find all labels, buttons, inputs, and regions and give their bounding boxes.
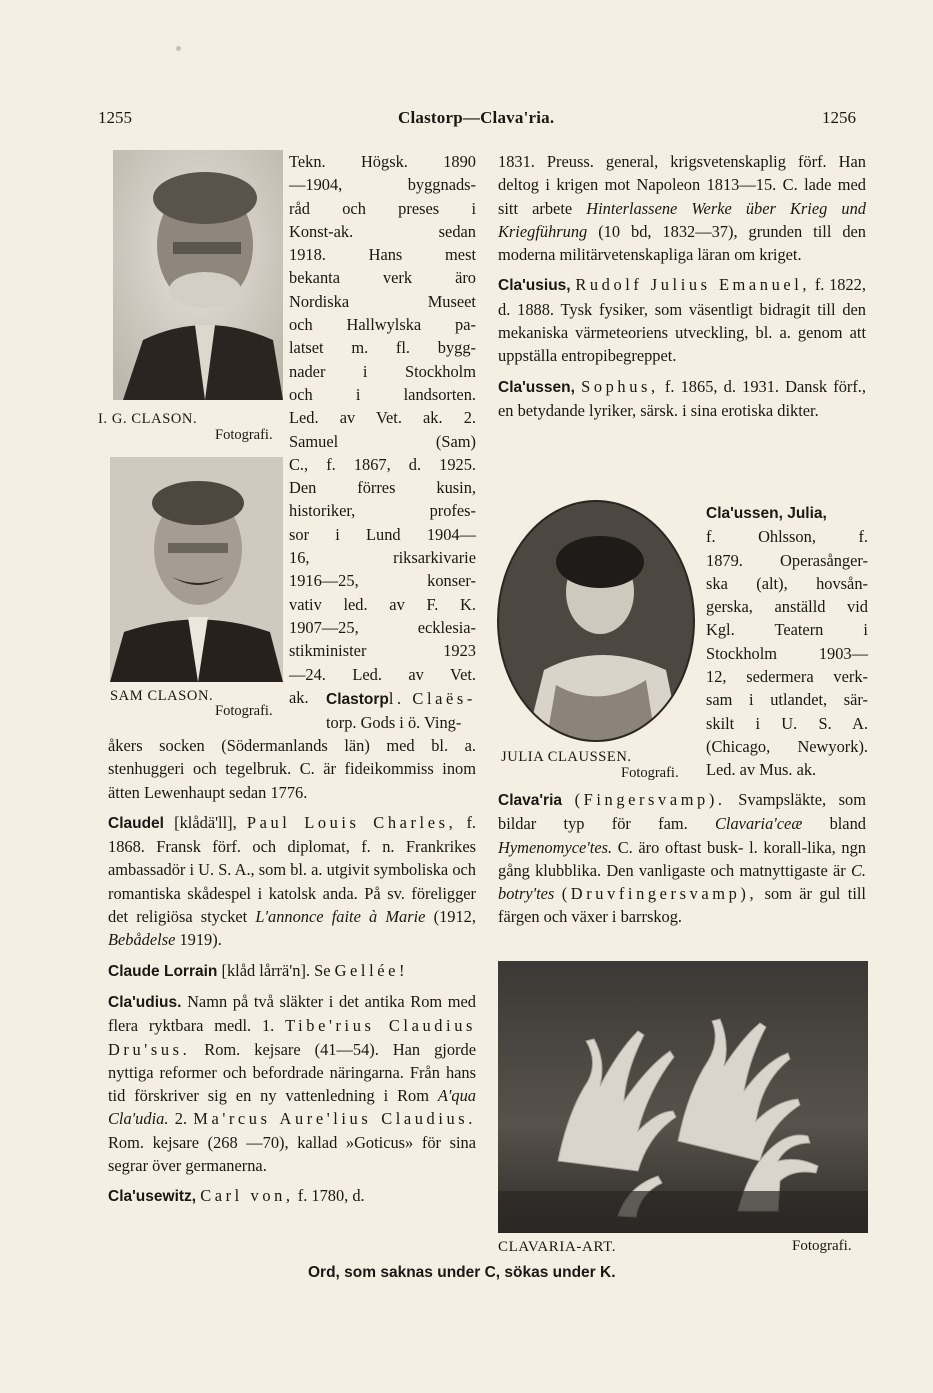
sophus-name: Sophus,	[581, 376, 659, 396]
entry-claude-lorrain	[108, 959, 476, 983]
claudel-text: f. 1868. Fransk förf. och diplomat, f. n. Frankrikes ambassadör i U. S. A., som bl. a. utgivit symboliska och romantiska skådespel i katolsk anda. På sv. föreligger det religiösa stycket	[108, 812, 476, 927]
clavaria-text1: Svampsläkte, som bildar typ för fam.	[498, 790, 866, 834]
text-line: —24. Led. av Vet.	[289, 664, 476, 684]
claudius-aqua: A'qua Cla'udia.	[108, 1086, 476, 1129]
page-number-left: 1255	[98, 108, 132, 127]
caption-sam-clason	[110, 688, 213, 704]
text-line: 1916—25, konser-	[289, 571, 476, 591]
portrait-julia-claussen	[496, 500, 696, 743]
entry-head-clausius: Cla'usius,	[498, 277, 571, 295]
lorrain-pron: [klåd lårrä'n]. Se	[221, 960, 331, 980]
left-column-main	[108, 734, 476, 1216]
text-line: sam i utlandet, sär-	[706, 690, 868, 710]
claudel-pron: [klådä'll],	[174, 812, 237, 832]
text-line: Stockholm 1903—	[706, 643, 868, 663]
text-line: Tekn. Högsk. 1890	[289, 152, 476, 171]
entry-clausius	[498, 273, 866, 367]
claudius-text3: 2.	[174, 1109, 187, 1129]
text-line: f. Ohlsson, f.	[706, 527, 868, 547]
entry-head-clastorp: Clastorp	[326, 691, 389, 708]
right-column-top	[498, 150, 866, 429]
entry-julia-claussen	[706, 502, 868, 782]
text-line: nader i Stockholm	[289, 361, 476, 381]
clausewitz-work: Hinterlassene Werke über Krieg und Kriegführung	[498, 198, 866, 241]
entry-clavaria	[498, 788, 866, 929]
entry-head-clavaria: Clava'ria	[498, 792, 563, 809]
text-line: råd och preses i	[289, 198, 476, 218]
julia-claussen-text	[706, 502, 868, 782]
clausius-name: Rudolf Julius Emanuel,	[575, 275, 811, 295]
clastorp-alt-name: l. Claës-	[388, 689, 476, 708]
caption-clavaria	[498, 1239, 616, 1255]
page-speck	[176, 46, 181, 51]
clavaria-species-alt: (Druvfingersvamp),	[561, 884, 758, 904]
entry-clausewitz-cont	[498, 150, 866, 266]
text-line: ska (alt), hovsån-	[706, 573, 868, 593]
clavaria-alt: (Fingersvamp).	[574, 790, 726, 809]
running-head: Clastorp—Clava'ria.	[398, 108, 555, 127]
caption-ig-credit: Fotografi.	[215, 427, 273, 443]
claudel-work2: Bebådelse	[108, 930, 176, 950]
portrait-ig-clason	[113, 150, 283, 400]
caption-ig-clason	[98, 411, 197, 427]
right-column-bottom	[498, 788, 866, 936]
clavaria-order: Hymenomyce'tes.	[498, 837, 613, 857]
text-line: Led. av Mus. ak.	[706, 760, 817, 780]
clausewitz-text: f. 1780, d.	[297, 1186, 365, 1206]
ig-sam-clason-text	[289, 150, 476, 709]
text-line: 12, sedermera verk-	[706, 667, 868, 687]
claudel-work1: L'annonce faite à Marie	[255, 907, 426, 927]
text-line: stikminister 1923	[289, 641, 476, 661]
caption-sam-credit: Fotografi.	[215, 703, 273, 719]
claudius-text4: Rom. kejsare (268 —70), kallad »Goticus» för sina segrar över germanerna.	[108, 1132, 476, 1176]
text-line: bekanta verk äro	[289, 268, 476, 288]
claudius-text2: Rom. kejsare (41—54). Han gjorde nyttiga reformer och befordrade näringarna. Från hans tid förskriver sig en ny vattenledning i Rom	[108, 1039, 476, 1106]
clavaria-fam: Clavaria'ceæ	[715, 814, 803, 834]
caption-clavaria-name: CLAVARIA-ART.	[498, 1239, 617, 1255]
text-line: (Chicago, Newyork).	[706, 736, 868, 756]
text-line: 1907—25, ecklesia-	[289, 617, 476, 637]
claudius-name1: Tibe'rius Claudius Dru'sus.	[108, 1016, 476, 1059]
text-line: skilt i U. S. A.	[706, 713, 868, 733]
sophus-text: f. 1865, d. 1931. Dansk förf., en betydande lyriker, särsk. i sina erotiska dikter.	[498, 376, 866, 420]
entry-head-julia: Cla'ussen, Julia,	[706, 505, 827, 522]
caption-clavaria-credit: Fotografi.	[792, 1238, 852, 1254]
text-line: Den förres kusin,	[289, 478, 476, 498]
text-line: sor i Lund 1904—	[289, 524, 476, 544]
clausewitz-cont: 1831. Preuss. general, krigsvetenskaplig förf. Han deltog i krigen mot Napoleon 1813—15. C. lade med sitt arbete	[498, 152, 866, 218]
claudel-end: 1919).	[179, 930, 222, 950]
photo-clavaria	[498, 961, 868, 1233]
text-line: ak.	[289, 687, 309, 707]
claudius-name2: Ma'rcus Aure'lius Claudius.	[193, 1109, 476, 1129]
entry-head-sophus: Cla'ussen,	[498, 378, 575, 396]
caption-sam-name: SAM CLASON.	[110, 688, 214, 704]
text-line: Nordiska Museet	[289, 291, 476, 311]
claudel-mid: (1912,	[433, 907, 476, 927]
entry-clastorp-narrow	[326, 687, 476, 735]
text-line: —1904, byggnads-	[289, 175, 476, 195]
entry-head-claudel: Claudel	[108, 814, 164, 832]
clausewitz-end: (10 bd, 1832—37), grunden till den moderna militärvetenskapliga läran om kriget.	[498, 221, 866, 265]
caption-julia-claussen	[501, 749, 632, 765]
claudius-text1: Namn på två släkter i det antika Rom med flera ryktbara medl. 1.	[108, 991, 476, 1036]
caption-ig-name: I. G. CLASON.	[98, 411, 198, 427]
page-number-right: 1256	[822, 108, 856, 127]
text-line: C., f. 1867, d. 1925.	[289, 454, 476, 474]
text-line: Konst-ak. sedan	[289, 221, 476, 241]
text-line: Led. av Vet. ak. 2.	[289, 408, 476, 428]
clavaria-text3: C. äro oftast busk- l. korall-lika, ngn gång klubblika. Den vanligaste och matnyttigaste är	[498, 837, 866, 880]
text-line: Samuel (Sam)	[289, 431, 476, 451]
clavaria-species: C. botry'tes	[498, 860, 866, 904]
entry-head-claudius: Cla'udius.	[108, 993, 182, 1011]
entry-clausewitz	[108, 1184, 476, 1208]
portrait-sam-clason	[110, 457, 283, 682]
entry-clastorp-rest: åkers socken (Södermanlands län) med bl. a. stenhuggeri och tegelbruk. C. är fideikommiss inom ätten Lewenhaupt sedan 1776.	[108, 736, 476, 802]
clavaria-text4: som är gul till färgen och växer i barrskog.	[498, 884, 866, 927]
clausius-text: f. 1822, d. 1888. Tysk fysiker, som väsentligt bidragit till den mekaniska värmeteoriens utveckling, bl. a. genom att uppställa entropibegreppet.	[498, 275, 866, 366]
text-line: 16, riksarkivarie	[289, 548, 476, 568]
clastorp-line2: torp. Gods i ö. Ving-	[326, 713, 462, 733]
entry-head-lorrain: Claude Lorrain	[108, 962, 218, 980]
text-line: vativ led. av F. K.	[289, 594, 476, 614]
clausewitz-name: Carl von,	[200, 1186, 294, 1206]
text-line: gerska, anställd vid	[706, 597, 868, 617]
entry-claudius	[108, 990, 476, 1177]
entry-sophus-claussen	[498, 375, 866, 423]
text-line: Kgl. Teatern i	[706, 620, 868, 640]
clavaria-text2: bland	[829, 814, 866, 834]
text-line: och i landsorten.	[289, 384, 476, 404]
entry-head-clausewitz: Cla'usewitz,	[108, 1188, 197, 1206]
text-line: latset m. fl. bygg-	[289, 338, 476, 358]
left-narrow-block	[289, 150, 476, 709]
text-line: 1879. Operasånger-	[706, 550, 868, 570]
claudel-name: Paul Louis Charles,	[246, 812, 457, 832]
caption-julia-name: JULIA CLAUSSEN.	[501, 749, 632, 765]
entry-claudel	[108, 811, 476, 952]
text-line: historiker, profes-	[289, 501, 476, 521]
text-line: 1918. Hans mest	[289, 245, 476, 265]
text-line: och Hallwylska pa-	[289, 315, 476, 335]
lorrain-ref: Gellée!	[334, 960, 409, 980]
caption-julia-credit: Fotografi.	[621, 765, 679, 781]
footer-note: Ord, som saknas under C, sökas under K.	[308, 1264, 616, 1281]
